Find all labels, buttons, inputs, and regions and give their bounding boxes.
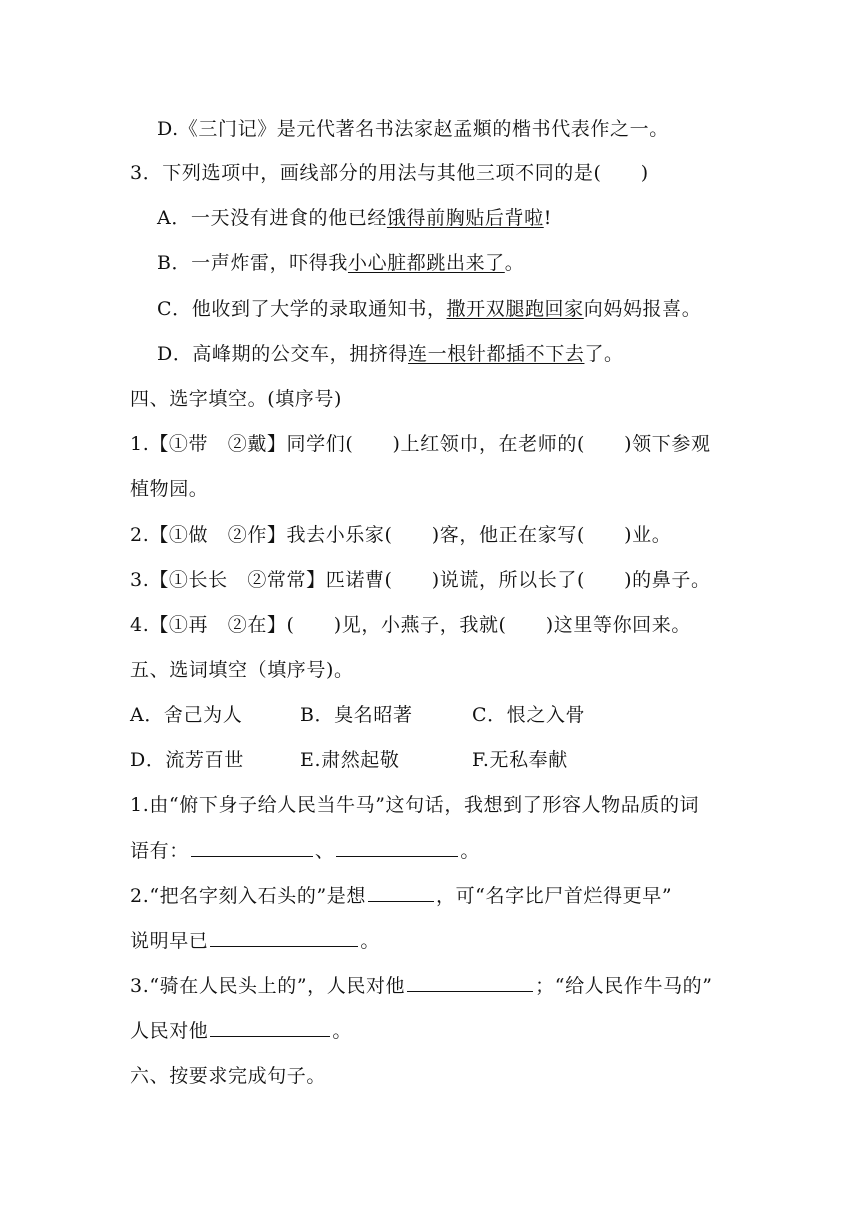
section4-q1-line2: 植物园。: [130, 478, 209, 500]
q2-option-d: D.《三门记》是元代著名书法家赵孟頫的楷书代表作之一。: [157, 118, 669, 140]
section4-q1-line1: 1.【①带 ②戴】同学们( )上红领巾，在老师的( )领下参观: [130, 433, 711, 455]
option-f: F.无私奉献: [472, 749, 568, 771]
answer-blank[interactable]: [210, 1018, 330, 1037]
section5-q1-line2: 语有： 、 。: [130, 840, 481, 862]
underlined-phrase: 饿得前胸贴后背啦: [386, 207, 544, 229]
answer-blank[interactable]: [210, 928, 358, 947]
q3-option-d: D．高峰期的公交车，拥挤得连一根针都插不下去了。: [157, 343, 624, 365]
section5-q1-line1: 1.由“俯下身子给人民当牛马”这句话，我想到了形容人物品质的词: [130, 794, 700, 816]
section5-options-row2: [130, 747, 568, 773]
section5-title: 五、选词填空（填序号)。: [130, 659, 354, 681]
option-c: C．恨之入骨: [472, 704, 586, 726]
answer-blank[interactable]: [191, 838, 313, 857]
answer-blank[interactable]: [368, 883, 434, 902]
option-b: B．臭名昭著: [300, 704, 413, 726]
section4-q3: 3.【①长长 ②常常】匹诺曹( )说谎，所以长了( )的鼻子。: [130, 569, 711, 591]
underlined-phrase: 撒开双腿跑回家: [446, 298, 584, 320]
section4-q2: 2.【①做 ②作】我去小乐家( )客，他正在家写( )业。: [130, 524, 672, 546]
q3-option-a: A．一天没有进食的他已经饿得前胸贴后背啦!: [157, 207, 552, 229]
option-e: E.肃然起敬: [300, 749, 400, 771]
q3-option-c: C．他收到了大学的录取通知书，撒开双腿跑回家向妈妈报喜。: [157, 298, 702, 320]
option-d: D．流芳百世: [130, 749, 244, 771]
section5-q2-line2: 说明早已 。: [130, 930, 381, 952]
section5-q3-line2: 人民对他 。: [130, 1020, 353, 1042]
section6-title: 六、按要求完成句子。: [130, 1065, 327, 1087]
section5-options-row1: [130, 702, 585, 728]
q3-stem: 3．下列选项中，画线部分的用法与其他三项不同的是( ): [130, 162, 649, 184]
section4-title: 四、选字填空。(填序号): [130, 388, 343, 410]
section5-q3-line1: 3.“骑在人民头上的”，人民对他 ；“给人民作牛马的”: [130, 975, 713, 997]
underlined-phrase: 小心脏都跳出来了: [347, 252, 505, 274]
option-a: A．舍己为人: [130, 704, 243, 726]
section4-q4: 4.【①再 ②在】( )见，小燕子，我就( )这里等你回来。: [130, 614, 691, 636]
answer-blank[interactable]: [336, 838, 458, 857]
q3-option-b: B．一声炸雷，吓得我小心脏都跳出来了。: [157, 252, 525, 274]
answer-blank[interactable]: [407, 973, 533, 992]
underlined-phrase: 连一根针都插不下去: [408, 343, 585, 365]
section5-q2-line1: 2.“把名字刻入石头的”是想 ，可“名字比尸首烂得更早”: [130, 885, 673, 907]
